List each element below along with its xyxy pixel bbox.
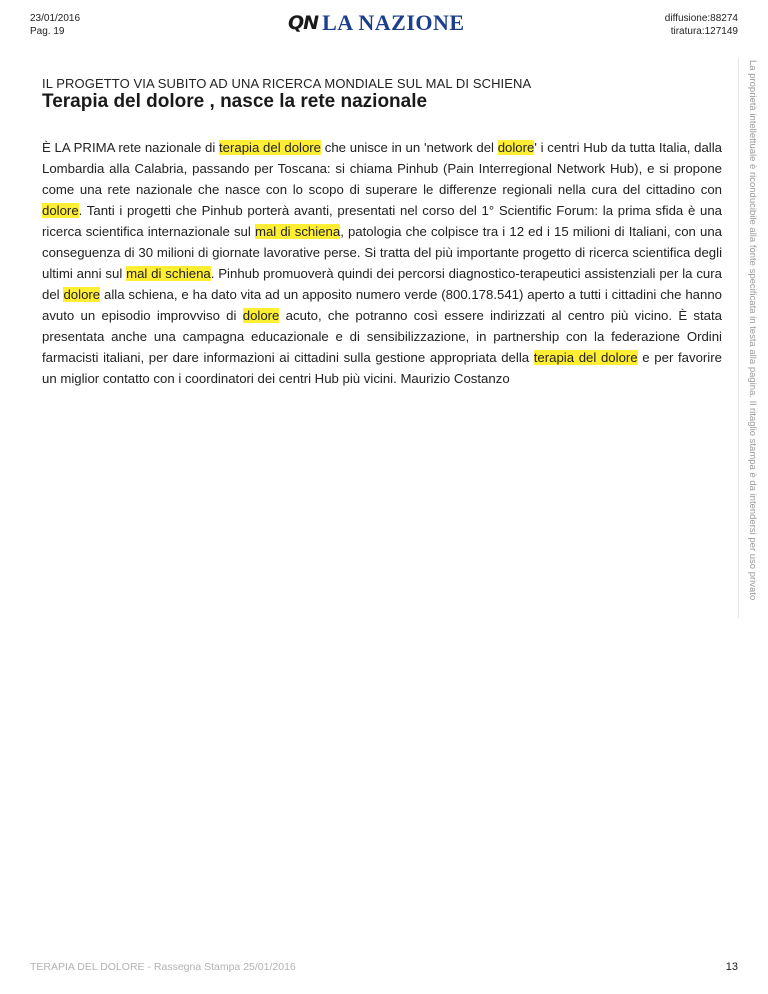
highlighted-keyword: dolore xyxy=(242,308,280,323)
margin-divider xyxy=(738,58,739,618)
newspaper-logo xyxy=(288,10,488,36)
body-text: . Tanti i progetti che Pinhub porterà avanti, presentati nel corso del 1° Scientific Forum: la prima sfida è una ricerca scientifica internazionale sul xyxy=(42,203,722,239)
highlighted-keyword: terapia del dolore xyxy=(219,140,322,155)
footer-source: TERAPIA DEL DOLORE - Rassegna Stampa 25/01/2016 xyxy=(30,961,296,973)
qn-logo-mark: QN xyxy=(288,12,319,34)
highlighted-keyword: dolore xyxy=(63,287,101,302)
highlighted-keyword: dolore xyxy=(42,203,79,218)
body-text: alla schiena, e ha dato vita ad un apposito numero verde (800.178.541) aperto a tutti i cittadini che hanno avuto un episodio improvviso di xyxy=(42,287,722,323)
article-kicker: IL PROGETTO VIA SUBITO AD UNA RICERCA MONDIALE SUL MAL DI SCHIENA xyxy=(42,76,532,91)
highlighted-keyword: mal di schiena xyxy=(254,224,341,239)
header-meta-left xyxy=(30,12,80,38)
tiratura-value: tiratura:127149 xyxy=(670,26,738,37)
highlighted-keyword: dolore xyxy=(497,140,535,155)
body-text: , patologia che colpisce tra i 12 ed i 15 milioni di Italiani, con una conseguenza di 30 milioni di giornate lavorative perse. Si tratta del più importante progetto di ricerca scientifica degli ultimi anni sul xyxy=(42,224,722,281)
newspaper-name: LA NAZIONE xyxy=(322,10,465,35)
clipping-page: Pag. 19 xyxy=(30,26,65,37)
body-text: È LA PRIMA rete nazionale di xyxy=(42,140,219,155)
header-meta-right xyxy=(665,12,738,38)
body-text: e per favorire un miglior contatto con i coordinatori dei centri Hub più vicini. Maurizio Costanzo xyxy=(42,350,722,386)
highlighted-keyword: terapia del dolore xyxy=(533,350,638,365)
article-body xyxy=(42,137,722,389)
footer-page-number: 13 xyxy=(725,961,738,973)
body-text: acuto, che potranno così essere indirizzati al centro più vicino. È stata presentata anche una campagna educazionale e di sensibilizzazione, in partnership con la federazione Ordini farmacisti italiani, per dare informazioni ai cittadini sulla gestione appropriata della xyxy=(42,308,722,365)
copyright-side-note: La proprietà intellettuale è riconducibile alla fonte specificata in testa alla pagina. Il ritaglio stampa è da intendersi per uso privato xyxy=(747,60,758,601)
body-text: che unisce in un 'network del xyxy=(321,140,498,155)
article-title: Terapia del dolore , nasce la rete nazionale xyxy=(42,91,428,112)
body-text: ' i centri Hub da tutta Italia, dalla Lombardia alla Calabria, passando per Toscana: si chiama Pinhub (Pain Interregional Network Hub), e si propone come una rete nazionale che nasce con lo scopo di superare le differenze regionali nella cura del cittadino con xyxy=(42,140,722,197)
highlighted-keyword: mal di schiena xyxy=(126,266,211,281)
diffusione-value: diffusione:88274 xyxy=(664,13,738,24)
clipping-date: 23/01/2016 xyxy=(30,13,81,24)
body-text: . Pinhub promuoverà quindi dei percorsi diagnostico-terapeutici assistenziali per la cura del xyxy=(42,266,722,302)
